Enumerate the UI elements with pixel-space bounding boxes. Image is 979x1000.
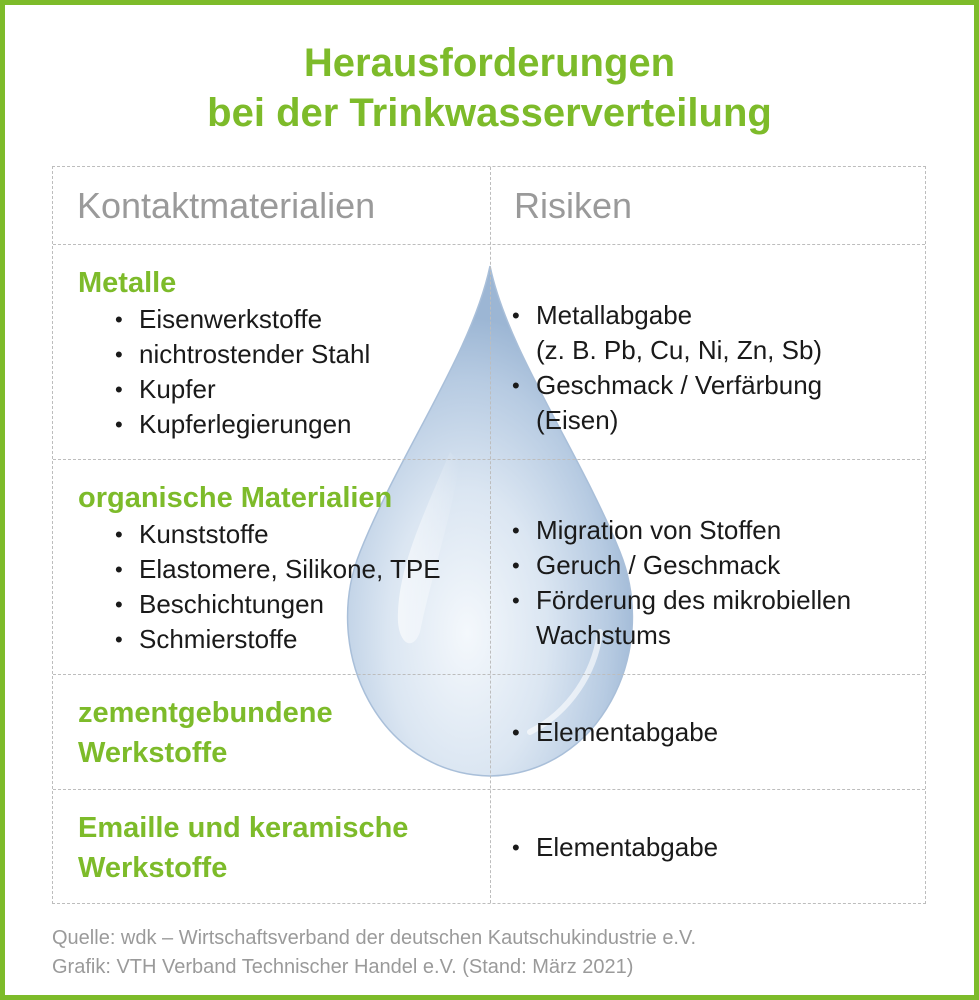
category-organic-materials: organische Materialien xyxy=(78,482,393,514)
materials-risks-table xyxy=(52,166,926,904)
risks-list-organic xyxy=(512,513,851,653)
list-item: • Kunststoffe xyxy=(115,517,441,552)
list-item: • Kupferlegierungen xyxy=(115,407,370,442)
source-line: Quelle: wdk – Wirtschaftsverband der deutschen Kautschukindustrie e.V. xyxy=(52,927,697,949)
list-item-continuation xyxy=(512,618,851,653)
category-line: Werkstoffe xyxy=(78,852,228,884)
category-enamel-ceramic-materials xyxy=(78,808,408,888)
category-line: Werkstoffe xyxy=(78,737,228,769)
list-item: • Kupfer xyxy=(115,372,370,407)
list-item: • Geschmack / Verfärbung xyxy=(512,368,822,403)
continuation-text: (Eisen) xyxy=(536,405,619,435)
header-risks: Risiken xyxy=(514,185,633,226)
category-line: zementgebundene xyxy=(78,697,333,729)
list-item-continuation xyxy=(512,403,822,438)
row-divider xyxy=(53,459,925,460)
risks-list-cement xyxy=(512,715,718,750)
row-divider xyxy=(53,674,925,675)
page-title xyxy=(0,38,979,138)
row-divider xyxy=(53,244,925,245)
list-item: • Elementabgabe xyxy=(512,715,718,750)
list-item-continuation xyxy=(512,333,822,368)
column-divider xyxy=(490,167,491,903)
list-item: • Schmierstoffe xyxy=(115,622,441,657)
list-item: • Beschichtungen xyxy=(115,587,441,622)
risks-list-metals xyxy=(512,298,822,438)
list-item: • Eisenwerkstoffe xyxy=(115,302,370,337)
category-cement-bound-materials xyxy=(78,693,333,773)
list-item: • Migration von Stoffen xyxy=(512,513,851,548)
continuation-text: (z. B. Pb, Cu, Ni, Zn, Sb) xyxy=(536,335,823,365)
row-divider xyxy=(53,789,925,790)
continuation-text: Wachstums xyxy=(536,620,671,650)
list-item: • Elementabgabe xyxy=(512,830,718,865)
list-item: • Förderung des mikrobiellen xyxy=(512,583,851,618)
list-item: • Geruch / Geschmack xyxy=(512,548,851,583)
title-line-2: bei der Trinkwasserverteilung xyxy=(207,91,772,135)
category-line: Emaille und keramische xyxy=(78,812,409,844)
credit-line: Grafik: VTH Verband Technischer Handel e.V. (Stand: März 2021) xyxy=(52,956,634,978)
materials-list-metals xyxy=(115,302,370,442)
title-line-1: Herausforderungen xyxy=(303,41,676,85)
category-metals: Metalle xyxy=(78,267,177,299)
source-note xyxy=(52,924,696,982)
list-item: • nichtrostender Stahl xyxy=(115,337,370,372)
list-item: • Metallabgabe xyxy=(512,298,822,333)
list-item: • Elastomere, Silikone, TPE xyxy=(115,552,441,587)
materials-list-organic xyxy=(115,517,441,657)
header-contact-materials: Kontaktmaterialien xyxy=(77,185,376,226)
risks-list-enamel xyxy=(512,830,718,865)
